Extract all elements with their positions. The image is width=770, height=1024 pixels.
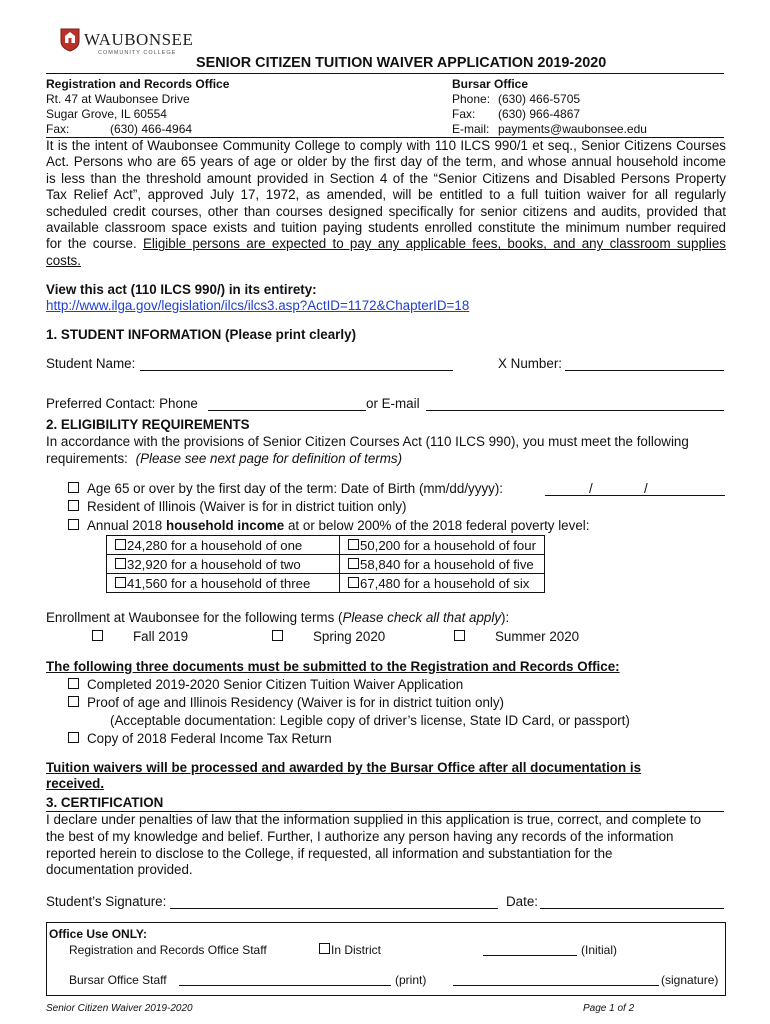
contact-phone-field[interactable] (208, 410, 366, 411)
term-summer-checkbox[interactable] (454, 630, 465, 641)
certification-line: the best of my knowledge and belief. Further, I authorize any person having any records of the information (46, 829, 674, 844)
document-item (68, 731, 332, 746)
enrollment-post: ): (501, 610, 510, 625)
bursar-staff-label: Bursar Office Staff (69, 973, 167, 987)
income-checkbox[interactable] (68, 519, 79, 530)
age-checkbox[interactable] (68, 482, 79, 493)
x-number-field[interactable] (565, 370, 724, 371)
signature-label: Student’s Signature: (46, 894, 167, 909)
certification-line: documentation provided. (46, 862, 193, 877)
term-spring-checkbox[interactable] (272, 630, 283, 641)
intro-line-7 (46, 236, 726, 252)
act-label: View this act (110 ILCS 990/) in its entirety: (46, 282, 317, 297)
intro-line: It is the intent of Waubonsee Community College to comply with 110 ILCS 990/1 et seq., Senior Citizens Courses (46, 138, 726, 153)
certification-line: I declare under penalties of law that the information supplied in this application is true, correct, and complete to (46, 812, 702, 827)
income-cell[interactable] (340, 555, 545, 574)
income-option-checkbox[interactable] (348, 558, 359, 569)
footer-form-name: Senior Citizen Waiver 2019-2020 (46, 1003, 193, 1014)
req-income-bold: household income (165, 518, 285, 533)
bursar-notice-line2: received. (46, 776, 105, 791)
req-resident-text: Resident of Illinois (Waiver is for in district tuition only) (87, 499, 407, 514)
income-table (106, 535, 545, 593)
bursar-notice-line1: Tuition waivers will be processed and awarded by the Bursar Office after all documentation is (46, 760, 642, 775)
intro-line7-underlined: Eligible persons are expected to pay any applicable fees, books, and any classroom supplies (142, 236, 726, 252)
document-item (68, 695, 504, 710)
term-fall-label: Fall 2019 (133, 629, 189, 644)
income-option-checkbox[interactable] (348, 577, 359, 588)
contact-email-label: or E-mail (366, 396, 420, 411)
footer-page-number: Page 1 of 2 (583, 1003, 635, 1014)
req-resident-row (68, 499, 407, 514)
x-number-label: X Number: (498, 356, 562, 371)
dob-field[interactable] (545, 495, 725, 496)
income-option-checkbox[interactable] (348, 539, 359, 550)
resident-checkbox[interactable] (68, 500, 79, 511)
in-district-option (319, 943, 381, 957)
eligibility-requirements-label: requirements: (46, 451, 128, 466)
page-title: SENIOR CITIZEN TUITION WAIVER APPLICATION 2019-2020 (196, 55, 607, 71)
term-summer-label: Summer 2020 (495, 629, 580, 644)
income-option-checkbox[interactable] (115, 577, 126, 588)
student-name-field[interactable] (140, 370, 453, 371)
income-option-checkbox[interactable] (115, 558, 126, 569)
registration-address-line2: Sugar Grove, IL 60554 (46, 107, 167, 121)
intro-line: Act. Persons who are 65 years of age or older by the first day of the term, and whose annual household income (46, 154, 726, 170)
document-item-label: Proof of age and Illinois Residency (Waiver is for in district tuition only) (87, 695, 505, 710)
contact-phone-label: Preferred Contact: Phone (46, 396, 198, 411)
section3-heading: 3. CERTIFICATION (46, 795, 164, 810)
document-item-label: Copy of 2018 Federal Income Tax Return (87, 731, 332, 746)
intro-line: scheduled credit courses, other than courses designed specifically for senior citizens and audits, provided that (46, 203, 726, 219)
reg-staff-label: Registration and Records Office Staff (69, 943, 267, 957)
print-label: (print) (395, 973, 427, 987)
bursar-signature-field[interactable] (453, 985, 659, 986)
income-option-label: 32,920 for a household of two (127, 556, 301, 572)
in-district-label: In District (331, 943, 382, 957)
eligibility-intro-line1: In accordance with the provisions of Senior Citizen Courses Act (110 ILCS 990), you must meet the following (46, 434, 689, 449)
table-row (107, 555, 545, 574)
income-cell[interactable] (340, 536, 545, 555)
signature-caption: (signature) (661, 973, 719, 987)
section2-heading: 2. ELIGIBILITY REQUIREMENTS (46, 417, 250, 432)
title-rule (46, 73, 724, 74)
income-cell[interactable] (107, 574, 340, 593)
income-option-label: 58,840 for a household of five (360, 556, 534, 572)
income-option-label: 67,480 for a household of six (360, 575, 530, 591)
table-row (107, 536, 545, 555)
income-option-label: 50,200 for a household of four (360, 537, 536, 553)
date-field[interactable] (540, 908, 724, 909)
enrollment-label (46, 610, 509, 625)
acceptable-documentation: (Acceptable documentation: Legible copy of driver’s license, State ID Card, or passport) (110, 713, 630, 728)
section1-heading: 1. STUDENT INFORMATION (Please print clearly) (46, 327, 357, 342)
act-link[interactable]: http://www.ilga.gov/legislation/ilcs/ilcs3.asp?ActID=1172&ChapterID=18 (46, 298, 470, 313)
registration-office-heading: Registration and Records Office (46, 77, 230, 91)
income-cell[interactable] (340, 574, 545, 593)
registration-fax-label: Fax: (46, 122, 70, 136)
term-spring-label: Spring 2020 (313, 629, 386, 644)
term-fall (92, 629, 188, 644)
intro-line-8: costs. (46, 252, 81, 268)
signature-field[interactable] (170, 908, 498, 909)
income-option-label: 24,280 for a household of one (127, 537, 303, 553)
document-item (68, 677, 463, 692)
reg-initial-field[interactable] (483, 955, 577, 956)
document-item-label: Completed 2019-2020 Senior Citizen Tuition Waiver Application (87, 677, 464, 692)
certification-line: reported herein to disclose to the College, if requested, all information and substantiation for the (46, 846, 613, 861)
table-row (107, 574, 545, 593)
college-logo-icon (60, 28, 80, 52)
registration-fax: (630) 466-4964 (110, 122, 193, 136)
bursar-fax: (630) 966-4867 (498, 107, 581, 121)
income-cell[interactable] (107, 536, 340, 555)
office-use-box (46, 922, 726, 996)
documents-heading: The following three documents must be submitted to the Registration and Records Office: (46, 659, 620, 674)
intro-paragraph (46, 138, 726, 269)
bursar-office-heading: Bursar Office (452, 77, 529, 91)
income-cell[interactable] (107, 555, 340, 574)
req-age-row (68, 481, 503, 496)
intro-line: Tax Relief Act”, approved July 17, 1972, as amended, will be entitled to a full tuition waiver for all regularly (46, 187, 726, 203)
bursar-print-field[interactable] (179, 985, 391, 986)
term-spring (272, 629, 385, 644)
bursar-email-label: E-mail: (452, 122, 490, 136)
document-checkbox[interactable] (68, 696, 79, 707)
office-use-heading: Office Use ONLY: (49, 927, 148, 941)
intro-line7-plain: for the course. (46, 236, 137, 252)
req-income-pre: Annual 2018 (87, 518, 163, 533)
student-name-label: Student Name: (46, 356, 136, 371)
bursar-phone-label: Phone: (452, 92, 491, 106)
bursar-phone: (630) 466-5705 (498, 92, 581, 106)
bursar-fax-label: Fax: (452, 107, 476, 121)
intro-line: is less than the threshold amount provided in Section 4 of the “Senior Citizens and Disabled Persons Property (46, 170, 726, 186)
income-option-label: 41,560 for a household of three (127, 575, 311, 591)
logo-subtitle: COMMUNITY COLLEGE (98, 50, 177, 56)
req-income-post: at or below 200% of the 2018 federal poverty level: (287, 518, 590, 533)
logo-name: WAUBONSEE (84, 30, 194, 49)
req-age-text: Age 65 or over by the first day of the term: Date of Birth (mm/dd/yyyy): (87, 481, 504, 496)
registration-address-line1: Rt. 47 at Waubonsee Drive (46, 92, 190, 106)
term-fall-checkbox[interactable] (92, 630, 103, 641)
contact-email-field[interactable] (426, 410, 724, 411)
enrollment-pre: Enrollment at Waubonsee for the following terms ( (46, 610, 343, 625)
intro-line: available classroom space exists and tuition paying students enrolled constitute the minimum number required (46, 220, 726, 236)
eligibility-intro-line2 (46, 451, 402, 466)
enrollment-note: Please check all that apply (342, 610, 502, 625)
initial-label: (Initial) (581, 943, 618, 957)
term-summer (454, 629, 579, 644)
dob-slash: / (589, 481, 593, 496)
bursar-email: payments@waubonsee.edu (498, 122, 647, 136)
in-district-checkbox[interactable] (319, 943, 330, 954)
date-label: Date: (506, 894, 539, 909)
eligibility-note: (Please see next page for definition of terms) (135, 451, 403, 466)
dob-slash: / (644, 481, 648, 496)
document-checkbox[interactable] (68, 678, 79, 689)
req-income-row (68, 518, 589, 533)
document-checkbox[interactable] (68, 732, 79, 743)
income-option-checkbox[interactable] (115, 539, 126, 550)
